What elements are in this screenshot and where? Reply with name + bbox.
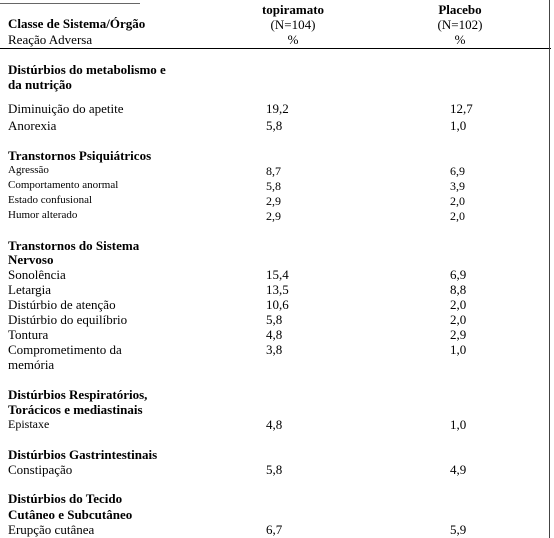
section-title: Distúrbios do metabolismo e [8,62,166,77]
row-label: memória [8,357,55,372]
topiramato-value: 6,7 [266,522,283,537]
row-label: Distúrbio do equilíbrio [8,312,128,327]
row-label: Sonolência [8,267,66,282]
topiramato-value: 5,8 [266,118,283,133]
placebo-value: 4,9 [450,462,467,477]
header-topiramato-n: (N=104) [270,17,316,32]
placebo-value: 6,9 [450,164,465,178]
topiramato-value: 4,8 [266,327,283,342]
header-class-label: Classe de Sistema/Órgão [8,16,146,31]
topiramato-value: 13,5 [266,282,289,297]
placebo-value: 1,0 [450,118,467,133]
topiramato-value: 8,7 [266,164,281,178]
row-label: Tontura [8,327,49,342]
section-title: da nutrição [8,77,72,92]
topiramato-value: 10,6 [266,297,289,312]
header-reaction-label: Reação Adversa [8,32,93,47]
row-label: Letargia [8,282,52,297]
top-rule [0,3,140,4]
row-label: Humor alterado [8,209,78,221]
section-title: Transtornos do Sistema [8,238,140,253]
placebo-value: 2,0 [450,312,467,327]
topiramato-value: 19,2 [266,101,289,116]
row-label: Epistaxe [8,417,50,431]
placebo-value: 2,0 [450,297,467,312]
topiramato-value: 2,9 [266,209,281,223]
placebo-value: 6,9 [450,267,467,282]
section-title: Cutâneo e Subcutâneo [8,507,133,522]
row-label: Estado confusional [8,194,93,206]
row-label: Agressão [8,164,49,176]
topiramato-value: 15,4 [266,267,289,282]
row-label: Distúrbio de atenção [8,297,116,312]
section-title: Nervoso [8,252,54,267]
section-title: Distúrbios Gastrintestinais [8,447,158,462]
topiramato-value: 5,8 [266,312,283,327]
header-topiramato-unit: % [287,32,299,47]
section-title: Torácicos e mediastinais [8,402,143,417]
right-edge-rule [549,0,550,538]
row-label: Anorexia [8,118,57,133]
topiramato-value: 5,8 [266,179,281,193]
placebo-value: 3,9 [450,179,465,193]
placebo-value: 5,9 [450,522,467,537]
topiramato-value: 3,8 [266,342,283,357]
row-label: Constipação [8,462,73,477]
header-placebo-name: Placebo [438,2,482,17]
row-label: Diminuição do apetite [8,101,124,116]
placebo-value: 12,7 [450,101,473,116]
section-title: Transtornos Psiquiátricos [8,148,152,163]
placebo-value: 2,0 [450,194,465,208]
placebo-value: 2,0 [450,209,465,223]
placebo-value: 1,0 [450,342,467,357]
section-title: Distúrbios Respiratórios, [8,387,148,402]
topiramato-value: 4,8 [266,417,283,432]
section-title: Distúrbios do Tecido [8,491,123,506]
header-topiramato-name: topiramato [261,2,325,17]
header-placebo-unit: % [454,32,466,47]
header-rule [0,48,551,49]
placebo-value: 2,9 [450,327,467,342]
header-placebo-n: (N=102) [437,17,483,32]
row-label: Comportamento anormal [8,179,119,191]
topiramato-value: 2,9 [266,194,281,208]
row-label: Erupção cutânea [8,522,95,537]
placebo-value: 1,0 [450,417,467,432]
topiramato-value: 5,8 [266,462,283,477]
row-label: Comprometimento da [8,342,122,357]
placebo-value: 8,8 [450,282,467,297]
